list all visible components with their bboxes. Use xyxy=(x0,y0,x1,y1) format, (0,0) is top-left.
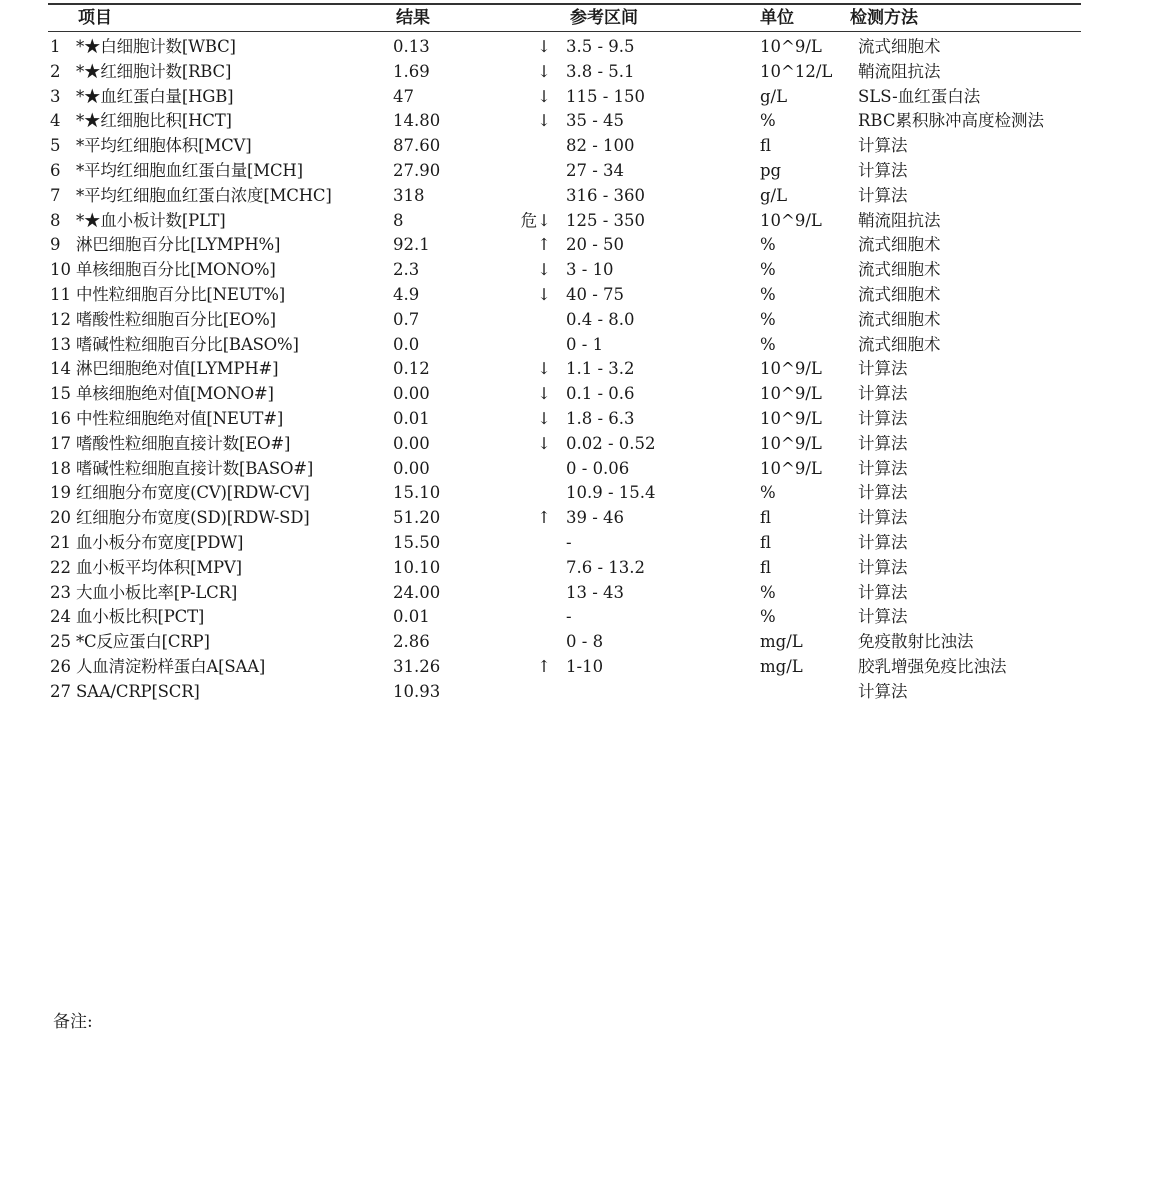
table-row xyxy=(0,134,1170,159)
row-number: 12 xyxy=(50,309,71,329)
table-row xyxy=(0,159,1170,184)
unit: % xyxy=(760,582,776,602)
test-name: SAA/CRP[SCR] xyxy=(76,681,200,701)
table-row xyxy=(0,680,1170,705)
test-method: SLS-血红蛋白法 xyxy=(858,86,981,106)
reference-range: 3.5 - 9.5 xyxy=(566,37,635,56)
table-row xyxy=(0,233,1170,258)
abnormal-flag: ↓ xyxy=(537,433,551,453)
result-value: 0.0 xyxy=(393,334,420,354)
test-name: *平均红细胞体积[MCV] xyxy=(76,136,252,156)
result-value: 1.69 xyxy=(393,61,430,81)
test-method: 胶乳增强免疫比浊法 xyxy=(858,656,1007,676)
test-method: 计算法 xyxy=(858,185,908,205)
unit: % xyxy=(760,260,776,280)
unit: mg/L xyxy=(760,656,803,676)
test-name: 大血小板比率[P-LCR] xyxy=(76,582,238,602)
table-row xyxy=(0,581,1170,606)
header-item: 项目 xyxy=(78,8,112,28)
test-name: 淋巴细胞绝对值[LYMPH#] xyxy=(76,359,279,379)
row-number: 17 xyxy=(50,433,71,453)
reference-range: 40 - 75 xyxy=(566,284,625,304)
unit: 10^9/L xyxy=(760,433,822,453)
result-value: 0.00 xyxy=(393,458,430,478)
reference-range: 1-10 xyxy=(566,656,604,676)
test-method: 流式细胞术 xyxy=(858,235,941,255)
unit: fl xyxy=(760,532,772,552)
abnormal-flag: ↓ xyxy=(537,384,551,404)
reference-range: 7.6 - 13.2 xyxy=(566,557,646,577)
test-method: 鞘流阻抗法 xyxy=(858,61,941,81)
table-row xyxy=(0,209,1170,234)
row-number: 11 xyxy=(50,284,71,304)
unit: % xyxy=(760,607,776,627)
abnormal-flag: ↓ xyxy=(537,284,551,304)
result-value: 51.20 xyxy=(393,508,441,528)
table-row xyxy=(0,60,1170,85)
row-number: 27 xyxy=(50,681,71,701)
test-name: 血小板分布宽度[PDW] xyxy=(76,532,244,552)
result-value: 318 xyxy=(393,185,425,205)
table-row xyxy=(0,184,1170,209)
row-number: 14 xyxy=(50,359,71,379)
row-number: 7 xyxy=(50,185,61,205)
reference-range: 3 - 10 xyxy=(566,260,614,280)
test-name: 单核细胞百分比[MONO%] xyxy=(76,260,276,280)
abnormal-flag: ↓ xyxy=(537,86,551,106)
table-row xyxy=(0,357,1170,382)
table-row xyxy=(0,258,1170,283)
reference-range: 27 - 34 xyxy=(566,160,625,180)
test-method: 计算法 xyxy=(858,483,908,503)
unit: fl xyxy=(760,136,772,156)
header-method: 检测方法 xyxy=(850,8,918,28)
test-name: 人血清淀粉样蛋白A[SAA] xyxy=(76,656,266,676)
test-name: 嗜碱性粒细胞百分比[BASO%] xyxy=(76,334,299,354)
reference-range: 115 - 150 xyxy=(566,86,646,106)
test-method: 计算法 xyxy=(858,532,908,552)
table-row xyxy=(0,407,1170,432)
reference-range: 10.9 - 15.4 xyxy=(566,483,656,503)
table-row xyxy=(0,109,1170,134)
reference-range: 1.8 - 6.3 xyxy=(566,408,635,428)
table-row xyxy=(0,655,1170,680)
unit: g/L xyxy=(760,185,788,205)
result-value: 0.01 xyxy=(393,607,430,627)
reference-range: 316 - 360 xyxy=(566,185,646,205)
table-row xyxy=(0,35,1170,60)
remark-label: 备注: xyxy=(53,1012,93,1032)
header-result: 结果 xyxy=(396,8,430,28)
result-value: 92.1 xyxy=(393,235,430,255)
abnormal-flag: ↓ xyxy=(537,260,551,280)
unit: % xyxy=(760,483,776,503)
row-number: 15 xyxy=(50,384,71,404)
test-name: 中性粒细胞百分比[NEUT%] xyxy=(76,284,285,304)
result-value: 15.50 xyxy=(393,532,441,552)
test-name: *★白细胞计数[WBC] xyxy=(76,37,236,56)
row-number: 20 xyxy=(50,508,71,528)
row-number: 8 xyxy=(50,210,61,230)
reference-range: 13 - 43 xyxy=(566,582,625,602)
test-name: *C反应蛋白[CRP] xyxy=(76,632,210,652)
test-method: 计算法 xyxy=(858,607,908,627)
unit: g/L xyxy=(760,86,788,106)
unit: % xyxy=(760,309,776,329)
test-method: 鞘流阻抗法 xyxy=(858,210,941,230)
table-row xyxy=(0,457,1170,482)
test-method: 流式细胞术 xyxy=(858,309,941,329)
test-name: 血小板平均体积[MPV] xyxy=(76,557,242,577)
test-name: *平均红细胞血红蛋白量[MCH] xyxy=(76,160,303,180)
table-row xyxy=(0,382,1170,407)
table-row xyxy=(0,283,1170,308)
reference-range: 0 - 8 xyxy=(566,632,604,652)
result-value: 0.7 xyxy=(393,309,420,329)
test-method: 计算法 xyxy=(858,384,908,404)
result-value: 0.13 xyxy=(393,37,430,56)
test-method: 流式细胞术 xyxy=(858,284,941,304)
row-number: 1 xyxy=(50,37,61,56)
result-value: 0.12 xyxy=(393,359,430,379)
abnormal-flag: ↑ xyxy=(537,235,551,255)
reference-range: 0 - 1 xyxy=(566,334,604,354)
reference-range: 0.1 - 0.6 xyxy=(566,384,635,404)
table-row xyxy=(0,481,1170,506)
row-number: 19 xyxy=(50,483,71,503)
abnormal-flag: 危↓ xyxy=(520,210,551,230)
unit: % xyxy=(760,334,776,354)
result-value: 24.00 xyxy=(393,582,441,602)
test-name: *★血小板计数[PLT] xyxy=(76,210,226,230)
reference-range: - xyxy=(566,532,572,552)
test-method: 计算法 xyxy=(858,160,908,180)
test-name: *平均红细胞血红蛋白浓度[MCHC] xyxy=(76,185,332,205)
test-name: *★红细胞计数[RBC] xyxy=(76,61,232,81)
test-name: 嗜酸性粒细胞百分比[EO%] xyxy=(76,309,276,329)
unit: % xyxy=(760,235,776,255)
table-row xyxy=(0,531,1170,556)
row-number: 6 xyxy=(50,160,61,180)
reference-range: 0.4 - 8.0 xyxy=(566,309,635,329)
reference-range: 0.02 - 0.52 xyxy=(566,433,656,453)
result-value: 2.3 xyxy=(393,260,420,280)
test-name: *★红细胞比积[HCT] xyxy=(76,111,232,131)
unit: fl xyxy=(760,508,772,528)
test-method: 计算法 xyxy=(858,508,908,528)
unit: pg xyxy=(760,160,782,180)
result-value: 10.93 xyxy=(393,681,441,701)
unit: 10^9/L xyxy=(760,37,822,56)
reference-range: 39 - 46 xyxy=(566,508,625,528)
test-method: 计算法 xyxy=(858,136,908,156)
test-method: 计算法 xyxy=(858,582,908,602)
abnormal-flag: ↑ xyxy=(537,656,551,676)
result-value: 2.86 xyxy=(393,632,430,652)
result-value: 0.01 xyxy=(393,408,430,428)
reference-range: 125 - 350 xyxy=(566,210,646,230)
test-method: RBC累积脉冲高度检测法 xyxy=(858,111,1044,131)
result-value: 15.10 xyxy=(393,483,441,503)
row-number: 24 xyxy=(50,607,71,627)
abnormal-flag: ↑ xyxy=(537,508,551,528)
result-value: 31.26 xyxy=(393,656,441,676)
test-method: 流式细胞术 xyxy=(858,260,941,280)
unit: 10^12/L xyxy=(760,61,833,81)
test-method: 计算法 xyxy=(858,433,908,453)
test-name: 红细胞分布宽度(SD)[RDW-SD] xyxy=(76,508,310,528)
row-number: 18 xyxy=(50,458,71,478)
unit: 10^9/L xyxy=(760,210,822,230)
row-number: 9 xyxy=(50,235,61,255)
row-number: 5 xyxy=(50,136,61,156)
unit: % xyxy=(760,111,776,131)
test-name: 红细胞分布宽度(CV)[RDW-CV] xyxy=(76,483,310,503)
reference-range: 1.1 - 3.2 xyxy=(566,359,635,379)
test-method: 计算法 xyxy=(858,557,908,577)
unit: fl xyxy=(760,557,772,577)
reference-range: 82 - 100 xyxy=(566,136,635,156)
result-value: 14.80 xyxy=(393,111,441,131)
reference-range: - xyxy=(566,607,572,627)
row-number: 16 xyxy=(50,408,71,428)
test-method: 流式细胞术 xyxy=(858,334,941,354)
reference-range: 20 - 50 xyxy=(566,235,625,255)
test-method: 免疫散射比浊法 xyxy=(858,632,974,652)
table-row xyxy=(0,308,1170,333)
result-value: 0.00 xyxy=(393,433,430,453)
row-number: 4 xyxy=(50,111,61,131)
unit: 10^9/L xyxy=(760,384,822,404)
test-name: *★血红蛋白量[HGB] xyxy=(76,86,234,106)
unit: 10^9/L xyxy=(760,458,822,478)
test-method: 流式细胞术 xyxy=(858,37,941,56)
table-row xyxy=(0,506,1170,531)
header-ref-range: 参考区间 xyxy=(570,8,638,28)
test-name: 嗜酸性粒细胞直接计数[EO#] xyxy=(76,433,291,453)
abnormal-flag: ↓ xyxy=(537,37,551,56)
result-value: 87.60 xyxy=(393,136,441,156)
unit: mg/L xyxy=(760,632,803,652)
row-number: 25 xyxy=(50,632,71,652)
table-row xyxy=(0,605,1170,630)
test-name: 血小板比积[PCT] xyxy=(76,607,205,627)
row-number: 23 xyxy=(50,582,71,602)
unit: % xyxy=(760,284,776,304)
reference-range: 35 - 45 xyxy=(566,111,625,131)
test-name: 单核细胞绝对值[MONO#] xyxy=(76,384,274,404)
results-table xyxy=(0,35,1170,705)
reference-range: 0 - 0.06 xyxy=(566,458,630,478)
row-number: 10 xyxy=(50,260,71,280)
abnormal-flag: ↓ xyxy=(537,408,551,428)
abnormal-flag: ↓ xyxy=(537,359,551,379)
table-row xyxy=(0,432,1170,457)
table-row xyxy=(0,556,1170,581)
row-number: 3 xyxy=(50,86,61,106)
header-unit: 单位 xyxy=(760,8,794,28)
row-number: 2 xyxy=(50,61,61,81)
test-method: 计算法 xyxy=(858,359,908,379)
abnormal-flag: ↓ xyxy=(537,61,551,81)
row-number: 26 xyxy=(50,656,71,676)
test-name: 嗜碱性粒细胞直接计数[BASO#] xyxy=(76,458,314,478)
unit: 10^9/L xyxy=(760,359,822,379)
table-row xyxy=(0,333,1170,358)
reference-range: 3.8 - 5.1 xyxy=(566,61,635,81)
test-method: 计算法 xyxy=(858,458,908,478)
table-row xyxy=(0,85,1170,110)
result-value: 27.90 xyxy=(393,160,441,180)
abnormal-flag: ↓ xyxy=(537,111,551,131)
test-method: 计算法 xyxy=(858,681,908,701)
row-number: 13 xyxy=(50,334,71,354)
result-value: 4.9 xyxy=(393,284,420,304)
row-number: 22 xyxy=(50,557,71,577)
row-number: 21 xyxy=(50,532,71,552)
result-value: 8 xyxy=(393,210,404,230)
top-rule xyxy=(48,3,1081,5)
unit: 10^9/L xyxy=(760,408,822,428)
table-row xyxy=(0,630,1170,655)
test-method: 计算法 xyxy=(858,408,908,428)
header-rule xyxy=(48,31,1081,32)
test-name: 中性粒细胞绝对值[NEUT#] xyxy=(76,408,284,428)
result-value: 47 xyxy=(393,86,414,106)
result-value: 10.10 xyxy=(393,557,441,577)
test-name: 淋巴细胞百分比[LYMPH%] xyxy=(76,235,281,255)
result-value: 0.00 xyxy=(393,384,430,404)
